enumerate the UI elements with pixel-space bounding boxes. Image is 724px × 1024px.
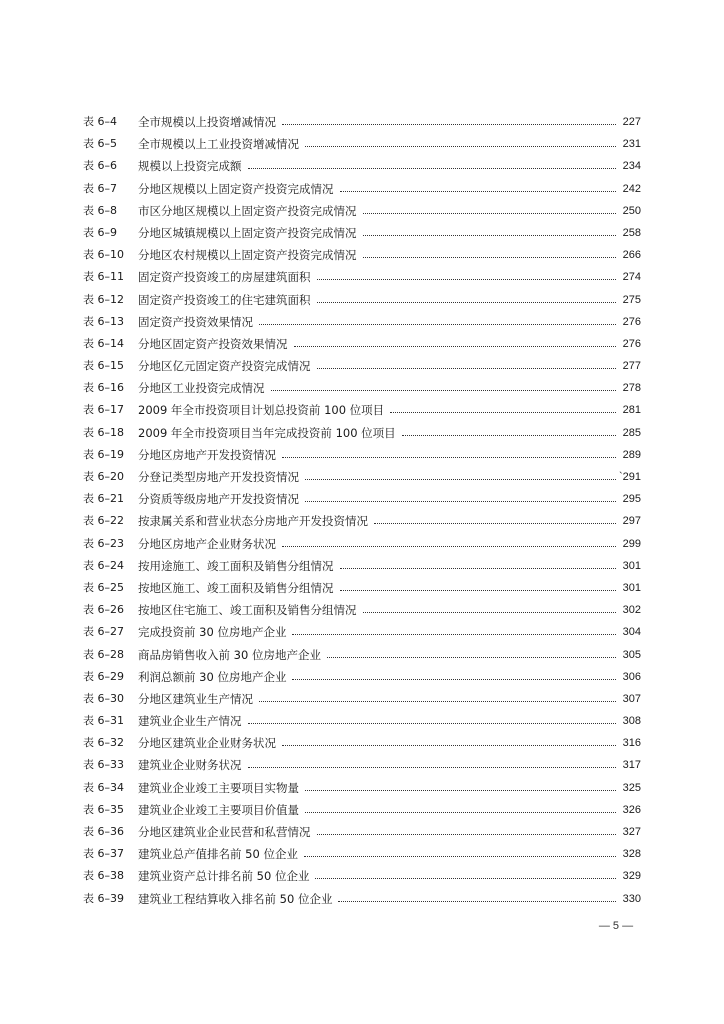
table-number-label: 表 6–9 — [83, 225, 117, 239]
toc-entry[interactable] — [83, 710, 641, 732]
table-title: 建筑业企业生产情况 — [138, 714, 242, 729]
table-title: 按用途施工、竣工面积及销售分组情况 — [138, 558, 334, 573]
dot-leader — [400, 422, 619, 444]
table-number-label: 表 6–30 — [83, 691, 124, 705]
toc-entry[interactable] — [83, 333, 641, 355]
page-reference: 329 — [622, 870, 641, 883]
table-title: 建筑业企业财务状况 — [138, 758, 242, 773]
table-title: 分地区规模以上固定资产投资完成情况 — [138, 181, 334, 196]
table-title: 固定资产投资竣工的住宅建筑面积 — [138, 292, 311, 307]
page-reference: 242 — [622, 182, 641, 195]
toc-entry[interactable] — [83, 133, 641, 155]
table-number-label: 表 6–37 — [83, 847, 124, 861]
table-title: 分地区房地产企业财务状况 — [138, 536, 276, 551]
table-number-label: 表 6–31 — [83, 714, 124, 728]
dot-leader — [361, 222, 620, 244]
table-number-label: 表 6–39 — [83, 891, 124, 905]
page-reference: 276 — [622, 315, 641, 328]
toc-entry[interactable] — [83, 222, 641, 244]
toc-entry[interactable] — [83, 244, 641, 266]
table-number-label: 表 6–25 — [83, 580, 124, 594]
table-title: 分地区城镇规模以上固定资产投资完成情况 — [138, 225, 357, 240]
dot-leader — [361, 244, 620, 266]
table-title: 固定资产投资效果情况 — [138, 314, 253, 329]
page-reference: 307 — [622, 692, 641, 705]
toc-entry[interactable] — [83, 422, 641, 444]
page-reference: 278 — [622, 382, 641, 395]
dot-leader — [292, 333, 620, 355]
table-number-label: 表 6–8 — [83, 203, 117, 217]
table-of-contents — [83, 111, 641, 910]
page-reference: 227 — [622, 116, 641, 128]
toc-entry[interactable] — [83, 111, 641, 133]
table-title: 全市规模以上工业投资增减情况 — [138, 137, 299, 152]
table-number-label: 表 6–38 — [83, 869, 124, 883]
table-title: 建筑业企业竣工主要项目实物量 — [138, 780, 299, 795]
dot-leader — [246, 754, 620, 776]
toc-entry[interactable] — [83, 599, 641, 621]
dot-leader — [372, 510, 619, 532]
page-reference: 295 — [622, 493, 641, 506]
table-title: 分资质等级房地产开发投资情况 — [138, 492, 299, 507]
table-title: 分地区农村规模以上固定资产投资完成情况 — [138, 248, 357, 263]
page-reference: 317 — [622, 759, 641, 772]
toc-entry[interactable] — [83, 555, 641, 577]
dot-leader — [303, 133, 619, 155]
dot-leader — [315, 289, 620, 311]
toc-entry[interactable] — [83, 799, 641, 821]
dot-leader — [338, 178, 620, 200]
table-title: 建筑业资产总计排名前 50 位企业 — [138, 869, 310, 884]
table-title: 建筑业企业竣工主要项目价值量 — [138, 802, 299, 817]
table-number-label: 表 6–24 — [83, 558, 124, 572]
dot-leader — [336, 888, 619, 910]
dot-leader — [303, 488, 619, 510]
table-title: 市区分地区规模以上固定资产投资完成情况 — [138, 203, 357, 218]
toc-entry[interactable] — [83, 777, 641, 799]
toc-entry[interactable] — [83, 821, 641, 843]
page-reference: 316 — [622, 737, 641, 750]
dot-leader — [302, 843, 619, 865]
table-title: 按隶属关系和营业状态分房地产开发投资情况 — [138, 514, 368, 529]
toc-entry[interactable] — [83, 311, 641, 333]
dot-leader — [303, 466, 619, 488]
toc-entry[interactable] — [83, 888, 641, 910]
table-title: 分地区建筑业企业民营和私营情况 — [138, 825, 311, 839]
table-number-label: 表 6–4 — [83, 115, 117, 128]
dot-leader — [361, 200, 620, 222]
dot-leader — [361, 599, 620, 621]
page-reference: 304 — [622, 626, 641, 639]
toc-entry[interactable] — [83, 200, 641, 222]
toc-entry[interactable] — [83, 865, 641, 887]
table-title: 按地区施工、竣工面积及销售分组情况 — [138, 580, 334, 595]
page-reference: 328 — [622, 848, 641, 861]
page-reference: 274 — [622, 271, 641, 284]
toc-entry[interactable] — [83, 754, 641, 776]
page-number-footer: — 5 — — [598, 920, 634, 932]
table-title: 建筑业工程结算收入排名前 50 位企业 — [138, 891, 333, 906]
dot-leader — [280, 533, 619, 555]
table-number-label: 表 6–21 — [83, 492, 124, 506]
page-reference: 250 — [622, 204, 641, 217]
table-title: 规模以上投资完成额 — [138, 159, 242, 174]
page-reference: 301 — [622, 559, 641, 572]
toc-entry[interactable] — [83, 355, 641, 377]
page-reference: 276 — [622, 337, 641, 350]
table-number-label: 表 6–11 — [83, 270, 124, 284]
table-title: 全市规模以上投资增减情况 — [138, 115, 276, 129]
table-number-label: 表 6–33 — [83, 758, 124, 772]
table-title: 按地区住宅施工、竣工面积及销售分组情况 — [138, 603, 357, 618]
page-reference: 306 — [622, 670, 641, 683]
table-title: 分地区亿元固定资产投资完成情况 — [138, 359, 311, 374]
toc-entry[interactable] — [83, 510, 641, 532]
toc-entry[interactable] — [83, 444, 641, 466]
table-number-label: 表 6–34 — [83, 780, 124, 794]
table-number-label: 表 6–10 — [83, 248, 124, 262]
table-number-label: 表 6–14 — [83, 336, 124, 350]
table-title: 分地区工业投资完成情况 — [138, 381, 265, 396]
table-title: 利润总额前 30 位房地产企业 — [138, 669, 287, 684]
table-number-label: 表 6–32 — [83, 736, 124, 750]
table-number-label: 表 6–28 — [83, 647, 124, 661]
table-title: 分登记类型房地产开发投资情况 — [138, 470, 299, 484]
toc-entry[interactable] — [83, 577, 641, 599]
dot-leader — [290, 621, 619, 643]
dot-leader — [303, 799, 619, 821]
dot-leader — [246, 155, 620, 177]
toc-entry[interactable] — [83, 688, 641, 710]
toc-entry[interactable] — [83, 488, 641, 510]
page-reference: 297 — [622, 515, 641, 528]
toc-entry[interactable] — [83, 533, 641, 555]
table-number-label: 表 6–20 — [83, 470, 124, 483]
dot-leader — [269, 377, 620, 399]
table-number-label: 表 6–29 — [83, 669, 124, 683]
table-number-label: 表 6–7 — [83, 181, 117, 195]
table-title: 2009 年全市投资项目当年完成投资前 100 位项目 — [138, 425, 396, 440]
table-number-label: 表 6–27 — [83, 625, 124, 639]
toc-entry[interactable] — [83, 399, 641, 421]
table-number-label: 表 6–5 — [83, 137, 117, 151]
page-reference: 285 — [622, 426, 641, 439]
page-reference: 327 — [622, 826, 641, 838]
page-reference: 281 — [622, 404, 641, 417]
table-title: 分地区建筑业生产情况 — [138, 691, 253, 706]
toc-entry[interactable] — [83, 732, 641, 754]
dot-leader — [313, 865, 619, 887]
toc-entry[interactable] — [83, 644, 641, 666]
dot-leader — [315, 821, 620, 843]
table-title: 固定资产投资竣工的房屋建筑面积 — [138, 270, 311, 285]
page-reference: 301 — [622, 581, 641, 594]
dot-leader — [338, 555, 620, 577]
dot-leader — [246, 710, 620, 732]
dot-leader — [325, 644, 619, 666]
toc-entry[interactable] — [83, 155, 641, 177]
table-number-label: 表 6–15 — [83, 359, 124, 373]
toc-entry[interactable] — [83, 289, 641, 311]
table-title: 分地区建筑业企业财务状况 — [138, 736, 276, 751]
toc-entry[interactable] — [83, 377, 641, 399]
page-reference: 258 — [622, 226, 641, 239]
table-number-label: 表 6–19 — [83, 447, 124, 461]
table-number-label: 表 6–23 — [83, 536, 124, 550]
dot-leader — [338, 577, 620, 599]
table-number-label: 表 6–13 — [83, 314, 124, 328]
dot-leader — [257, 688, 619, 710]
dot-leader — [290, 666, 619, 688]
page-reference: 277 — [622, 360, 641, 373]
toc-entry[interactable] — [83, 266, 641, 288]
page-reference: 266 — [622, 249, 641, 262]
table-title: 分地区房地产开发投资情况 — [138, 447, 276, 462]
table-number-label: 表 6–17 — [83, 403, 124, 417]
toc-entry[interactable] — [83, 666, 641, 688]
toc-entry[interactable] — [83, 178, 641, 200]
table-number-label: 表 6–35 — [83, 802, 124, 816]
dot-leader — [388, 399, 619, 421]
page-reference: 299 — [622, 537, 641, 550]
page-reference: 302 — [622, 604, 641, 617]
page-reference: 308 — [622, 715, 641, 728]
table-number-label: 表 6–12 — [83, 292, 124, 306]
dot-leader — [303, 777, 619, 799]
page-reference: 330 — [622, 892, 641, 905]
table-number-label: 表 6–36 — [83, 825, 124, 838]
page-reference: 275 — [622, 293, 641, 306]
dot-leader — [257, 311, 619, 333]
dot-leader — [280, 444, 619, 466]
dot-leader — [315, 266, 620, 288]
table-title: 分地区固定资产投资效果情况 — [138, 336, 288, 351]
page-reference: `291 — [619, 471, 642, 483]
page-reference: 231 — [622, 138, 641, 151]
table-number-label: 表 6–26 — [83, 603, 124, 617]
table-number-label: 表 6–16 — [83, 381, 124, 395]
dot-leader — [280, 111, 619, 133]
table-title: 建筑业总产值排名前 50 位企业 — [138, 847, 298, 862]
page-reference: 325 — [622, 781, 641, 794]
toc-entry[interactable] — [83, 621, 641, 643]
page-reference: 289 — [622, 448, 641, 461]
table-number-label: 表 6–22 — [83, 514, 124, 528]
table-title: 商品房销售收入前 30 位房地产企业 — [138, 647, 321, 662]
page-reference: 326 — [622, 803, 641, 816]
toc-entry[interactable] — [83, 843, 641, 865]
dot-leader — [315, 355, 620, 377]
table-number-label: 表 6–18 — [83, 425, 124, 439]
table-title: 2009 年全市投资项目计划总投资前 100 位项目 — [138, 403, 385, 418]
table-title: 完成投资前 30 位房地产企业 — [138, 625, 287, 640]
toc-entry[interactable] — [83, 466, 641, 488]
dot-leader — [280, 732, 619, 754]
page-reference: 305 — [622, 648, 641, 661]
page-reference: 234 — [622, 160, 641, 173]
table-number-label: 表 6–6 — [83, 159, 117, 173]
